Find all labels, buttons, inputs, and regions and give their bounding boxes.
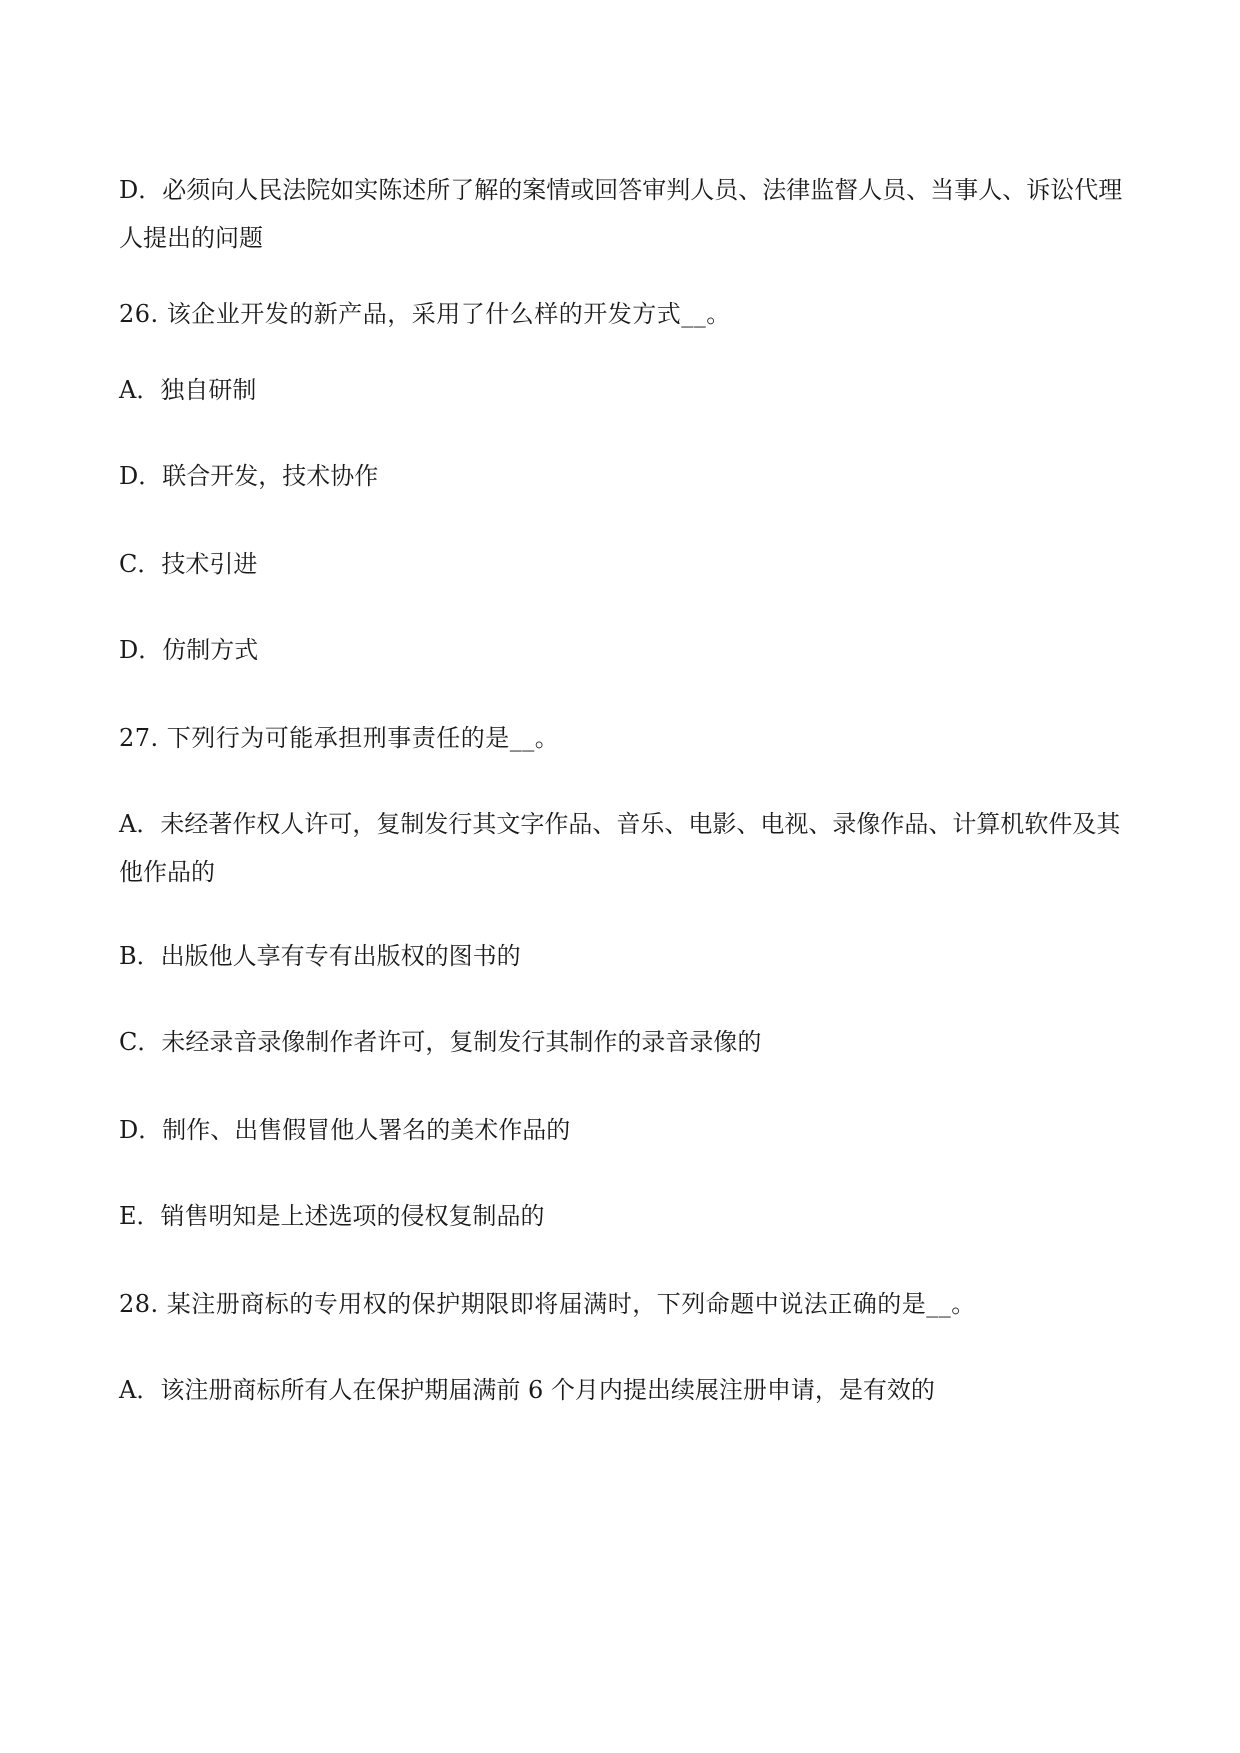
question-28: 28. 某注册商标的专用权的保护期限即将届满时，下列命题中说法正确的是__。	[119, 1290, 976, 1318]
option-26-d: D．仿制方式	[119, 636, 259, 664]
option-27-d: D．制作、出售假冒他人署名的美术作品的	[119, 1116, 571, 1144]
option-26-c: C．技术引进	[119, 550, 258, 578]
option-27-a: A．未经著作权人许可，复制发行其文字作品、音乐、电影、电视、录像作品、计算机软件及其他作品的	[119, 810, 1121, 886]
question-27: 27. 下列行为可能承担刑事责任的是__。	[119, 724, 560, 752]
option-28-a: A．该注册商标所有人在保护期届满前 6 个月内提出续展注册申请，是有效的	[119, 1376, 935, 1404]
option-27-e: E．销售明知是上述选项的侵权复制品的	[119, 1202, 545, 1230]
option-27-b: B．出版他人享有专有出版权的图书的	[119, 942, 521, 970]
option-26-b: D．联合开发，技术协作	[119, 462, 379, 490]
option-26-a: A．独自研制	[119, 376, 257, 404]
option-27-c: C．未经录音录像制作者许可，复制发行其制作的录音录像的	[119, 1028, 762, 1056]
question-26: 26. 该企业开发的新产品，采用了什么样的开发方式__。	[119, 300, 731, 328]
option-25-d: D．必须向人民法院如实陈述所了解的案情或回答审判人员、法律监督人员、当事人、诉讼代理人提出的问题	[119, 176, 1123, 252]
